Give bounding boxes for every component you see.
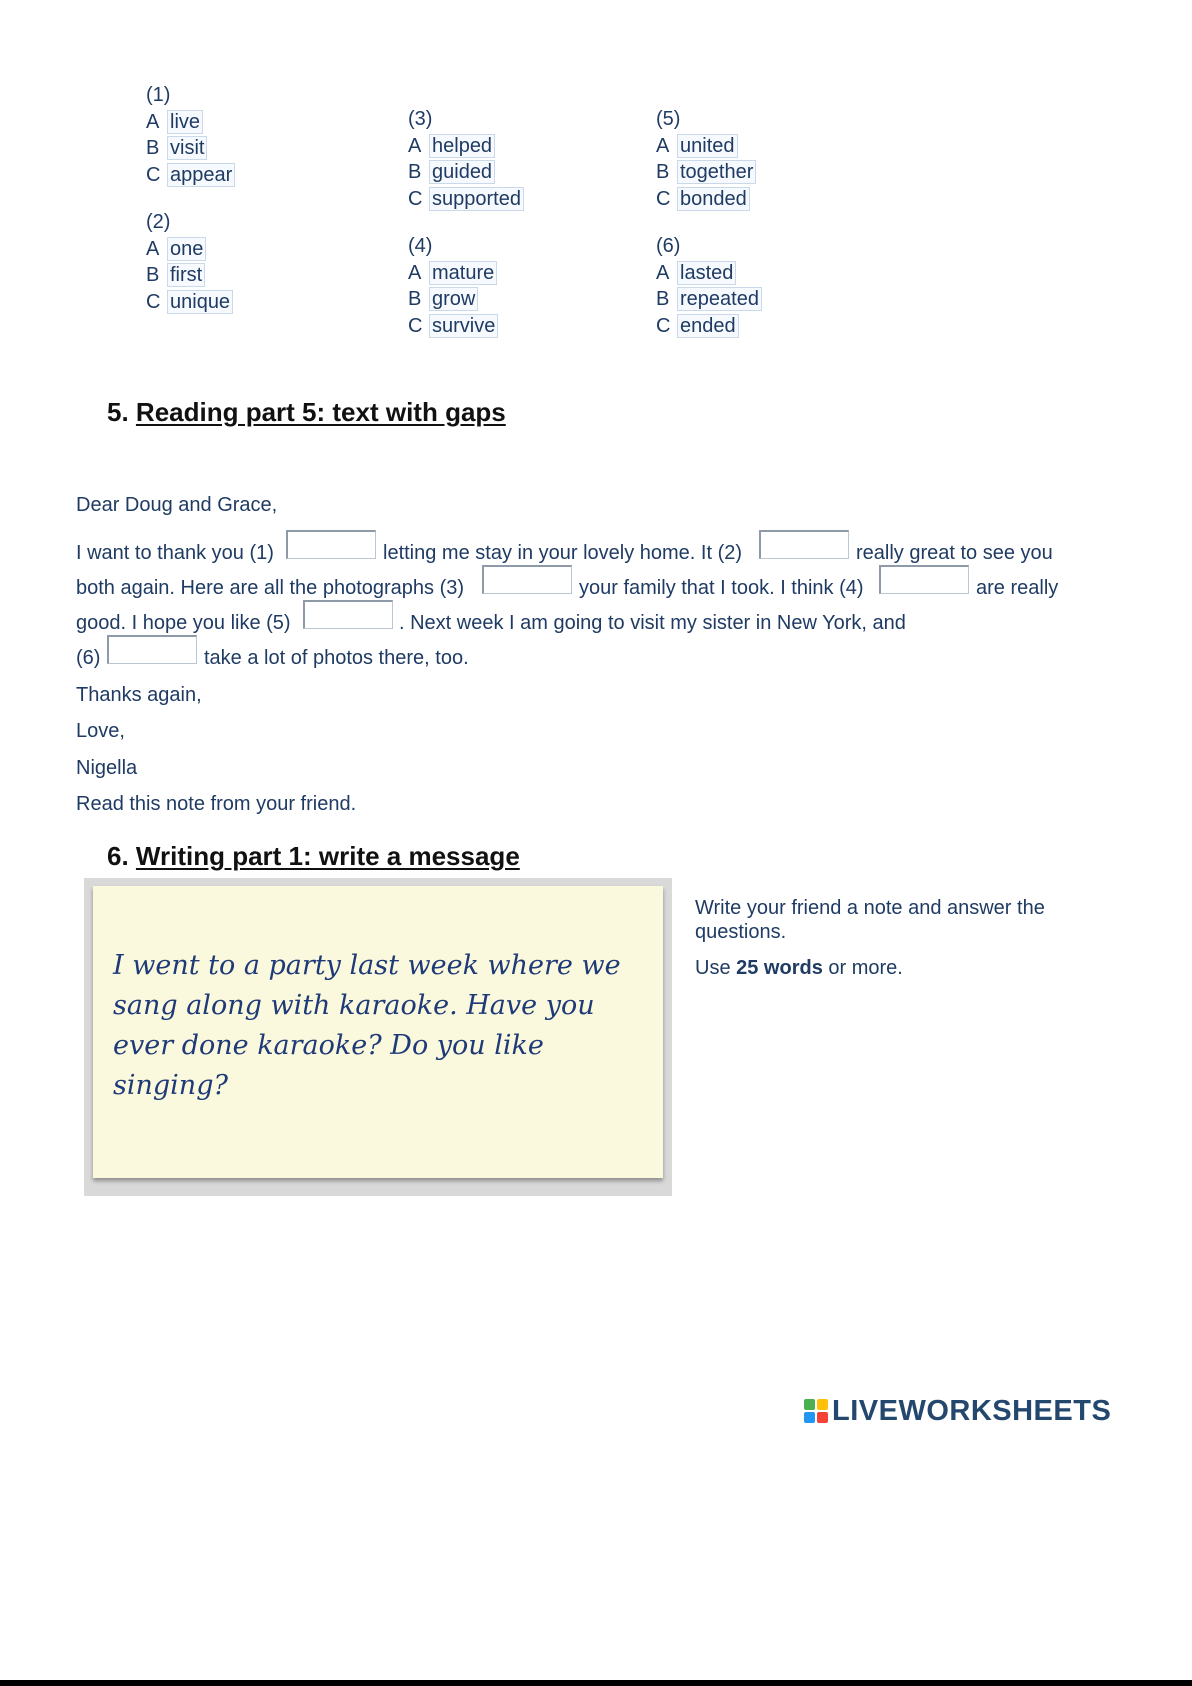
instruction-text: Use — [695, 957, 737, 979]
option-5b[interactable]: together — [677, 160, 756, 184]
option-4a[interactable]: mature — [429, 261, 497, 285]
option-2b[interactable]: first — [167, 263, 205, 287]
letter-text: letting me stay in your lovely home. It (2) — [383, 542, 743, 564]
option-letter: C — [656, 314, 671, 337]
option-4b[interactable]: grow — [429, 287, 478, 311]
option-letter: A — [656, 261, 670, 284]
section-5-heading — [107, 397, 506, 428]
letter-text: really great to see you — [856, 542, 1053, 564]
option-letter: C — [408, 314, 423, 337]
question-3 — [408, 106, 524, 212]
option-letter: C — [146, 290, 161, 313]
note-text: I went to a party last week where we sang along with karaoke. Have you ever done karaoke? Do you like singing? — [113, 950, 621, 1101]
question-2 — [146, 209, 233, 315]
letter-greeting: Dear Doug and Grace, — [76, 494, 278, 516]
logo-square — [804, 1399, 815, 1410]
logo-square — [817, 1412, 828, 1423]
option-letter: B — [408, 288, 422, 310]
liveworksheets-logo — [804, 1394, 1111, 1428]
option-6c[interactable]: ended — [677, 314, 739, 338]
option-3a[interactable]: helped — [429, 134, 495, 158]
option-letter: B — [656, 288, 670, 310]
letter-text: . Next week I am going to visit my sister in New York, and — [399, 612, 906, 634]
option-letter: C — [656, 187, 671, 210]
letter-text: I want to thank you (1) — [76, 542, 274, 564]
option-1c[interactable]: appear — [167, 163, 235, 187]
writing-instruction: Write your friend a note and answer the questions. — [695, 897, 1045, 943]
letter-signature: Nigella — [76, 757, 138, 779]
option-3b[interactable]: guided — [429, 160, 495, 184]
option-5a[interactable]: united — [677, 134, 738, 158]
logo-text: LIVEWORKSHEETS — [832, 1394, 1112, 1427]
question-number: (2) — [146, 211, 171, 233]
gap-3-input[interactable] — [482, 565, 572, 594]
letter-text: both again. Here are all the photographs (3) — [76, 577, 465, 599]
option-letter: A — [146, 237, 160, 260]
gap-1-input[interactable] — [286, 530, 376, 559]
option-letter: B — [408, 161, 422, 183]
gap-2-input[interactable] — [759, 530, 849, 559]
option-2a[interactable]: one — [167, 237, 206, 261]
option-letter: A — [146, 110, 160, 133]
option-6b[interactable]: repeated — [677, 287, 762, 311]
option-1a[interactable]: live — [167, 110, 203, 134]
instruction-text: or more. — [822, 957, 903, 979]
friend-note — [93, 886, 663, 1178]
letter-text: your family that I took. I think (4) — [579, 577, 864, 599]
option-letter: C — [408, 187, 423, 210]
section-6-heading — [107, 841, 520, 872]
word-count: 25 words — [736, 957, 823, 979]
letter-text: (6) — [76, 647, 101, 669]
question-number: (5) — [656, 108, 681, 130]
question-6 — [656, 233, 762, 339]
option-4c[interactable]: survive — [429, 314, 498, 338]
gap-5-input[interactable] — [303, 600, 393, 629]
section-title: Reading part 5: text with gaps — [135, 397, 506, 427]
option-3c[interactable]: supported — [429, 187, 524, 211]
section-title: Writing part 1: write a message — [135, 841, 520, 871]
option-letter: B — [146, 137, 160, 159]
page-bottom-border — [0, 1680, 1192, 1686]
section-number: 5. — [107, 397, 129, 427]
logo-square — [817, 1399, 828, 1410]
question-4 — [408, 233, 498, 339]
logo-square — [804, 1412, 815, 1423]
option-letter: B — [146, 264, 160, 286]
question-1 — [146, 82, 235, 188]
question-5 — [656, 106, 756, 212]
letter-signoff: Love, — [76, 720, 125, 742]
read-note-instruction: Read this note from your friend. — [76, 793, 357, 815]
option-letter: B — [656, 161, 670, 183]
option-letter: A — [656, 134, 670, 157]
letter-text: take a lot of photos there, too. — [204, 647, 469, 669]
option-1b[interactable]: visit — [167, 136, 207, 160]
option-2c[interactable]: unique — [167, 290, 233, 314]
letter-text: good. I hope you like (5) — [76, 612, 291, 634]
gap-4-input[interactable] — [879, 565, 969, 594]
question-number: (3) — [408, 108, 433, 130]
option-5c[interactable]: bonded — [677, 187, 750, 211]
logo-icon — [804, 1399, 828, 1423]
option-letter: A — [408, 134, 422, 157]
word-count-instruction — [695, 956, 903, 980]
section-number: 6. — [107, 841, 129, 871]
option-6a[interactable]: lasted — [677, 261, 736, 285]
letter-closing: Thanks again, — [76, 684, 202, 706]
option-letter: C — [146, 163, 161, 186]
gap-6-input[interactable] — [107, 635, 197, 664]
letter-text: are really — [976, 577, 1059, 599]
option-letter: A — [408, 261, 422, 284]
question-number: (1) — [146, 84, 171, 106]
question-number: (4) — [408, 235, 433, 257]
question-number: (6) — [656, 235, 681, 257]
